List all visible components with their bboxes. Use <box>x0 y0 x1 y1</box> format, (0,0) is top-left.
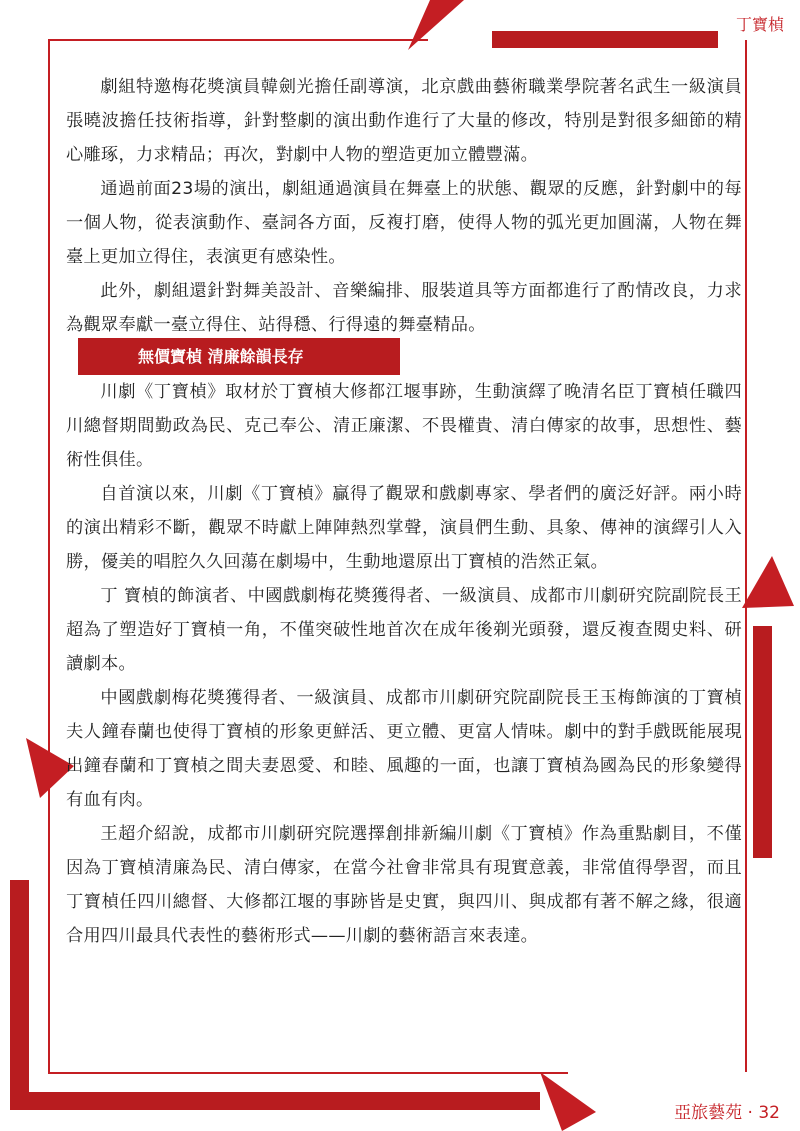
paragraph: 通過前面23場的演出，劇組通過演員在舞臺上的狀態、觀眾的反應，針對劇中的每一個人物，從表演動作、臺詞各方面，反複打磨，使得人物的弧光更加圓滿，人物在舞臺上更加立得住，表演更有感染性。 <box>66 179 742 267</box>
right-triangle-decoration <box>738 556 796 612</box>
paragraph: 川劇《丁寶楨》取材於丁寶楨大修都江堰事跡，生動演繹了晚清名臣丁寶楨任職四川總督期間勤政為民、克己奉公、清正廉潔、不畏權貴、清白傳家的故事，思想性、藝術性俱佳。 <box>66 382 742 470</box>
paragraph: 王超介紹說，成都市川劇研究院選擇創排新編川劇《丁寶楨》作為重點劇目，不僅因為丁寶楨清廉為民、清白傳家，在當今社會非常具有現實意義，非常值得學習，而且丁寶楨任四川總督、大修都江堰的事跡皆是史實，與四川、與成都有著不解之緣，很適合用四川最具代表性的藝術形式——川劇的藝術語言來表達。 <box>66 824 742 946</box>
frame-bottom-line <box>48 1072 568 1074</box>
frame-left-line <box>48 39 50 1074</box>
paragraph: 中國戲劇梅花獎獲得者、一級演員、成都市川劇研究院副院長王玉梅飾演的丁寶楨夫人鐘春蘭也使得丁寶楨的形象更鮮活、更立體、更富人情味。劇中的對手戲既能展現出鐘春蘭和丁寶楨之間夫妻恩愛、和睦、風趣的一面，也讓丁寶楨為國為民的形象變得有血有肉。 <box>66 688 742 810</box>
section-heading: 無價寶楨 清廉餘韻長存 <box>78 338 400 375</box>
page-folio: 亞旅藝苑 · 32 <box>674 1103 780 1123</box>
running-head: 丁寶楨 <box>735 15 784 34</box>
paragraph: 自首演以來，川劇《丁寶楨》贏得了觀眾和戲劇專家、學者們的廣泛好評。兩小時的演出精彩不斷，觀眾不時獻上陣陣熱烈掌聲，演員們生動、具象、傳神的演繹引人入勝，優美的唱腔久久回蕩在劇場中，生動地還原出丁寶楨的浩然正氣。 <box>66 484 742 572</box>
article-text-bottom <box>66 375 742 953</box>
frame-top-line <box>48 39 428 41</box>
article-text-top <box>66 70 742 342</box>
left-red-bar-vertical <box>10 880 29 1110</box>
top-red-bar <box>492 31 718 48</box>
paragraph: 丁 寶楨的飾演者、中國戲劇梅花獎獲得者、一級演員、成都市川劇研究院副院長王超為了塑造好丁寶楨一角，不僅突破性地首次在成年後剃光頭發，還反複查閱史料、研讀劇本。 <box>66 586 742 674</box>
top-triangle-decoration <box>400 0 464 52</box>
paragraph: 劇組特邀梅花獎演員韓劍光擔任副導演，北京戲曲藝術職業學院著名武生一級演員張曉波擔任技術指導，針對整劇的演出動作進行了大量的修改，特別是對很多細節的精心雕琢，力求精品；再次，對劇中人物的塑造更加立體豐滿。 <box>66 77 742 165</box>
bottom-triangle-decoration <box>540 1072 600 1131</box>
paragraph: 此外，劇組還針對舞美設計、音樂編排、服裝道具等方面都進行了酌情改良，力求為觀眾奉獻一臺立得住、站得穩、行得遠的舞臺精品。 <box>66 281 742 335</box>
bottom-red-bar <box>10 1092 540 1110</box>
right-red-bar <box>753 626 772 858</box>
